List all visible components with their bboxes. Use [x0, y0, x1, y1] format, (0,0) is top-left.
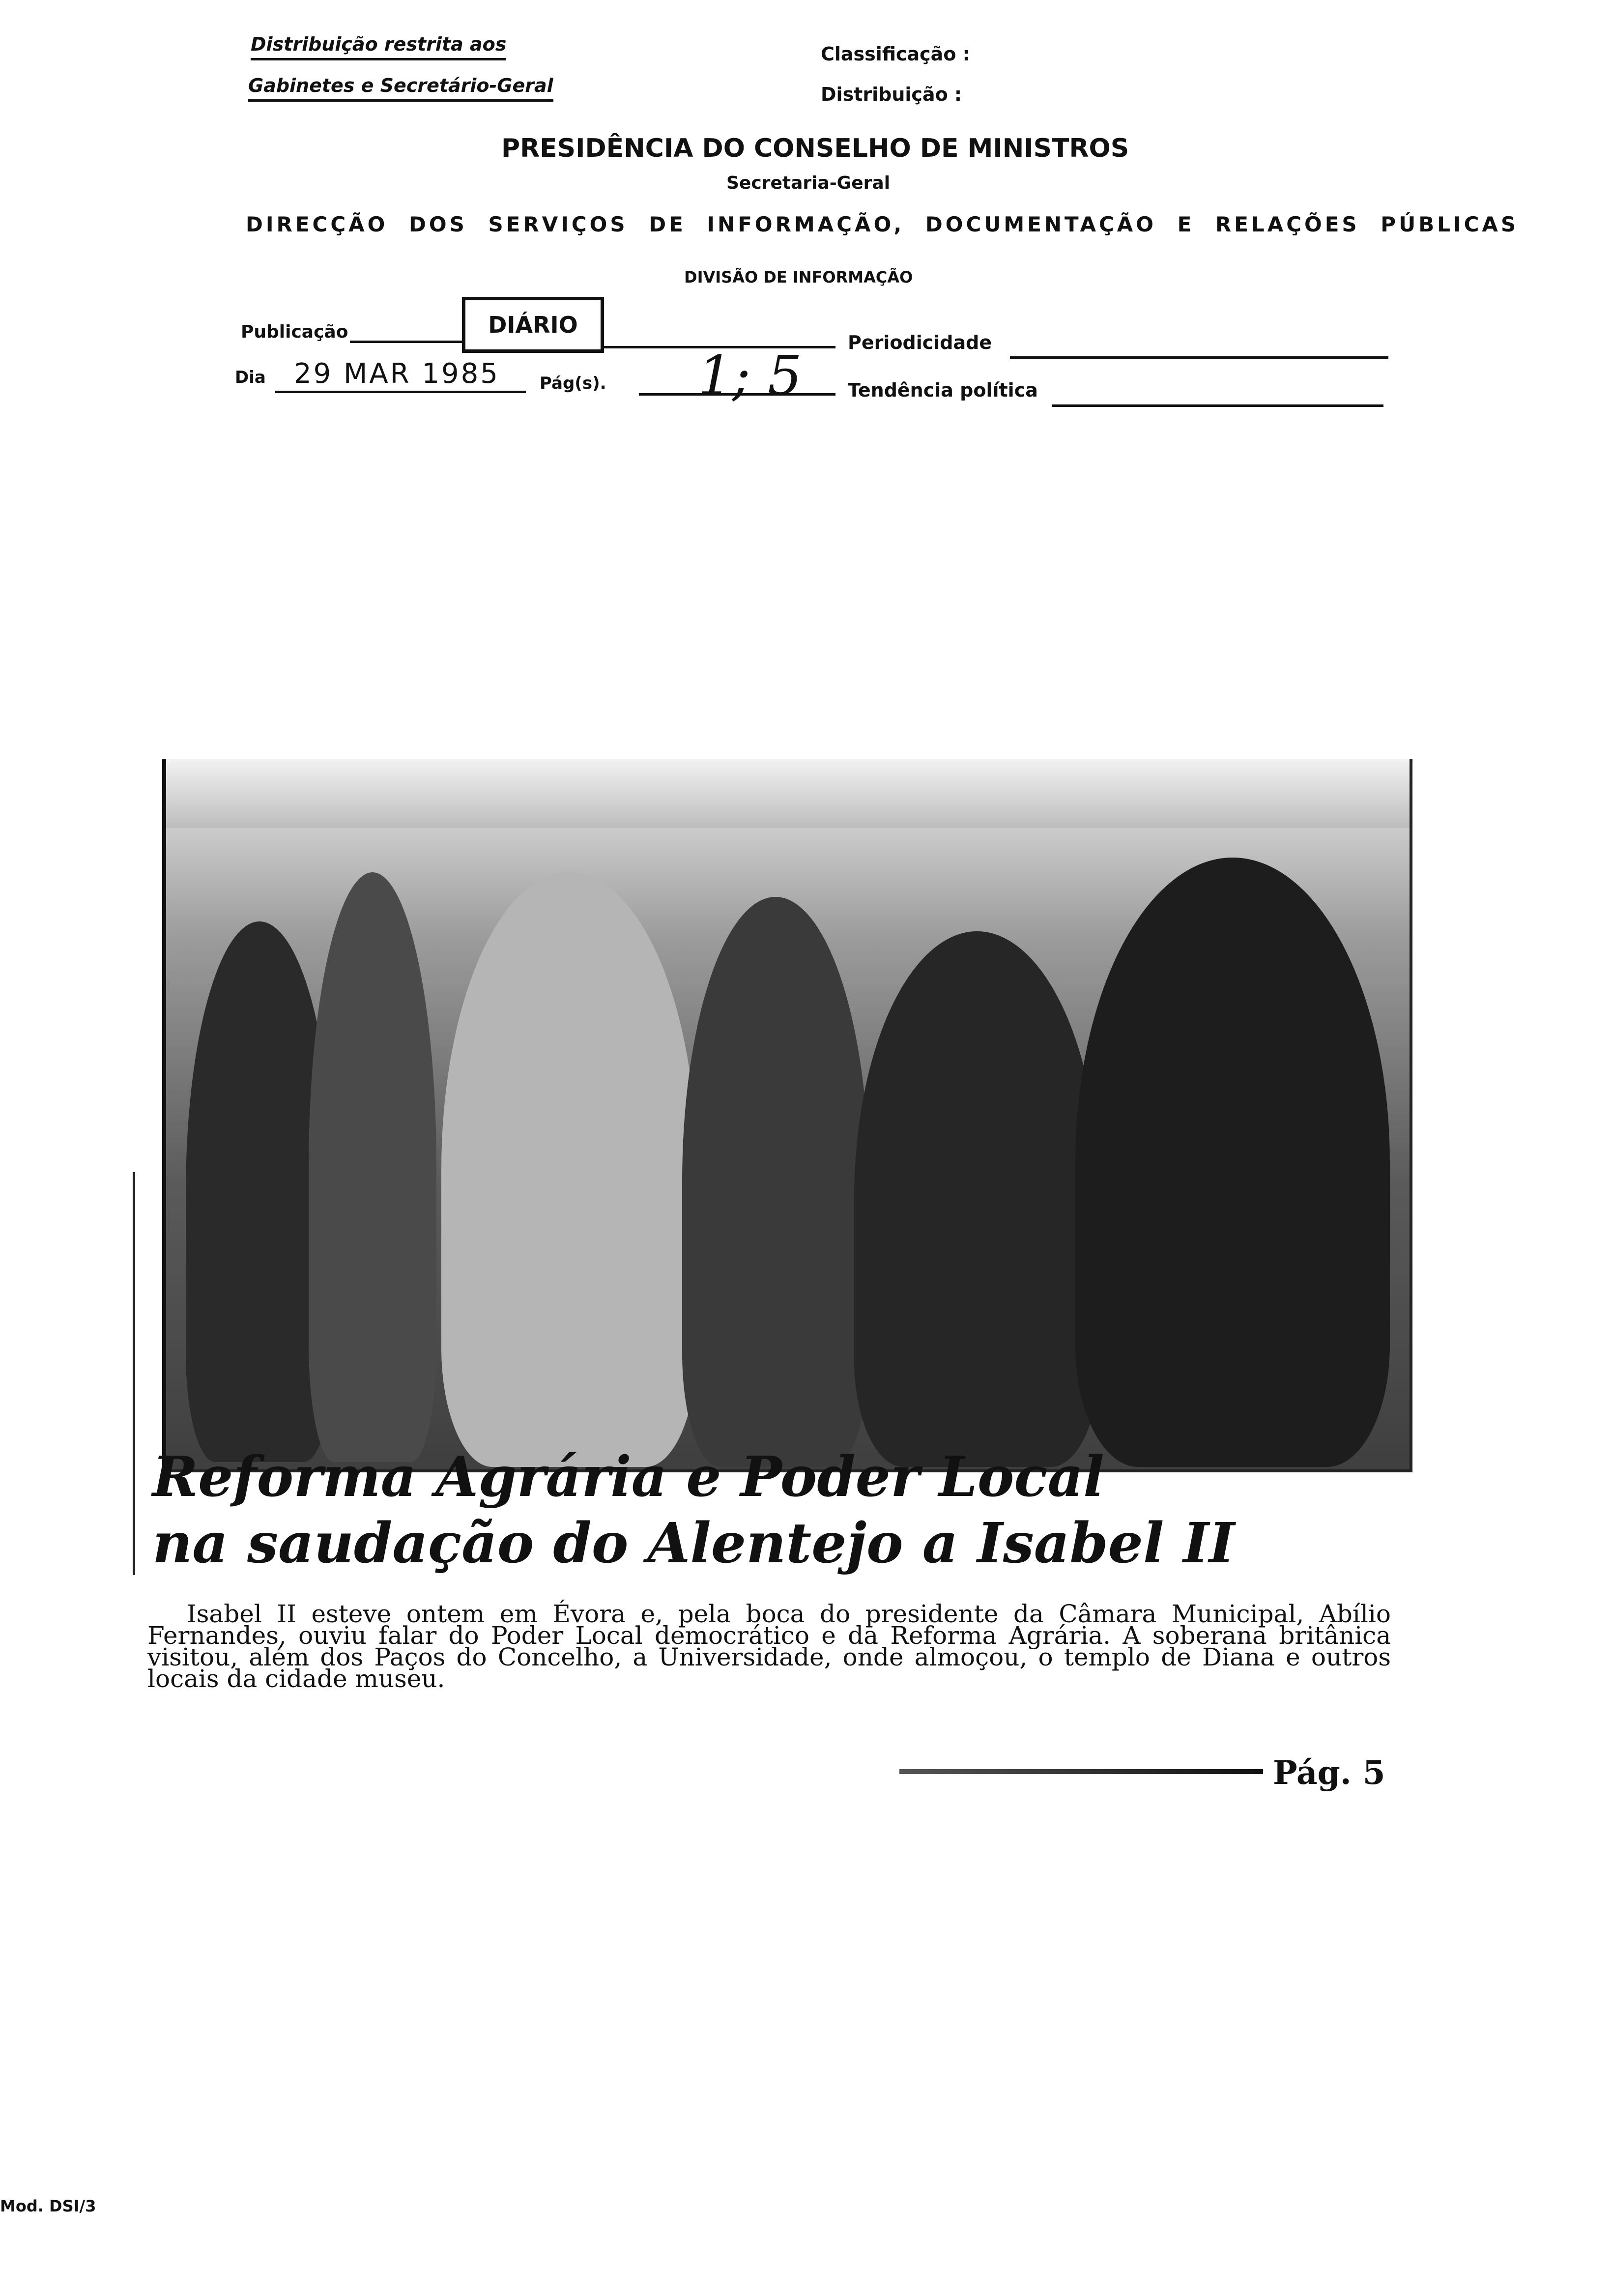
form-model-code: Mod. DSI/3	[0, 2197, 96, 2215]
dia-value-stamp: 29 MAR 1985	[294, 358, 500, 390]
page-ref-rule	[899, 1769, 1263, 1774]
photo-figure-woman	[854, 931, 1100, 1467]
publicacao-underline	[350, 341, 463, 343]
periodicidade-line	[1010, 356, 1388, 359]
article-body: Isabel II esteve ontem em Évora e, pela boca do presidente da Câmara Municipal, Abílio Fernandes, ouviu falar do Poder Local democrático e da Reforma Agrária. A soberana britânica visitou, além dos Paços do Concelho, a Universidade, onde almoçou, o templo de Diana e outros locais da cidade museu.	[147, 1600, 1391, 1693]
headline-line2: na saudação do Alentejo a Isabel II	[152, 1511, 1235, 1576]
classificacao-label: Classificação :	[821, 43, 970, 65]
distribution-note-line2: Gabinetes e Secretário-Geral	[248, 75, 553, 102]
photo-figure-crowd	[682, 897, 869, 1467]
photo-figure-man	[309, 872, 436, 1462]
dia-underline	[275, 391, 526, 393]
pags-label: Pág(s).	[540, 373, 606, 393]
publicacao-value-box: DIÁRIO	[462, 297, 604, 353]
headline-line1: Reforma Agrária e Poder Local	[152, 1445, 1104, 1509]
photo-figure-queen	[441, 872, 697, 1467]
division-name: DIVISÃO DE INFORMAÇÃO	[684, 268, 913, 287]
issuing-body-title: PRESIDÊNCIA DO CONSELHO DE MINISTROS	[501, 134, 1129, 163]
distribution-note-line1: Distribuição restrita aos	[251, 33, 506, 60]
tendencia-label: Tendência política	[848, 379, 1038, 401]
directorate-name: DIRECÇÃO DOS SERVIÇOS DE INFORMAÇÃO, DOCUMENTAÇÃO E RELAÇÕES PÚBLICAS	[246, 212, 1519, 236]
issuing-body-subtitle: Secretaria-Geral	[726, 173, 891, 193]
article-photograph	[162, 759, 1412, 1472]
dia-label: Dia	[235, 368, 266, 387]
periodicidade-label: Periodicidade	[848, 332, 992, 353]
photo-figure-right-man	[1075, 858, 1390, 1467]
left-margin-rule	[133, 1172, 135, 1575]
tendencia-line	[1052, 404, 1383, 407]
distribuicao-label: Distribuição :	[821, 84, 962, 105]
pags-handwritten-value: 1; 5	[698, 344, 802, 407]
publicacao-label: Publicação	[241, 322, 348, 342]
page-reference: Pág. 5	[1273, 1753, 1385, 1792]
